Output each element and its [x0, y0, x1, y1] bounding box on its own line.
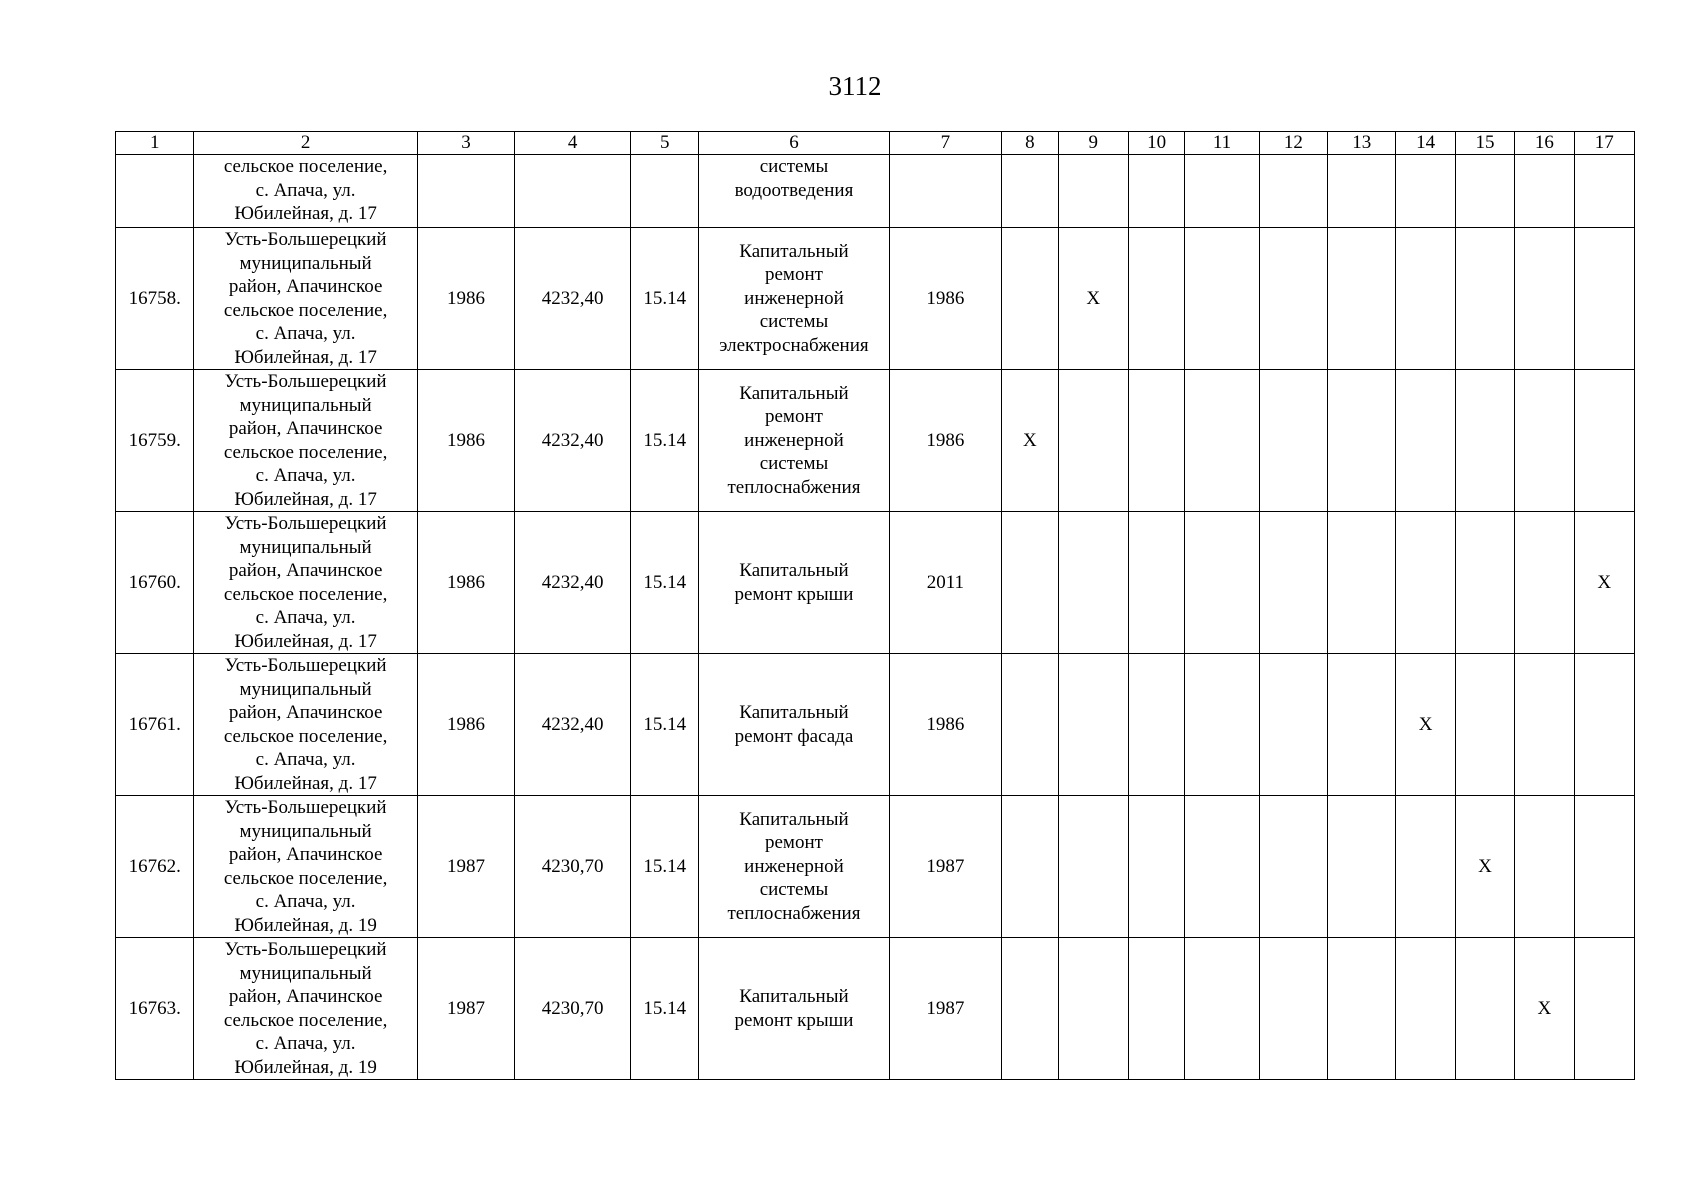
mark-cell: [1574, 155, 1635, 228]
mark-cell: X: [1455, 796, 1514, 938]
mark-cell: [1185, 155, 1259, 228]
work-type-cell: Капитальный ремонт крыши: [699, 938, 889, 1080]
mark-cell: [1185, 370, 1259, 512]
mark-cell: [1328, 654, 1396, 796]
year-built-cell: 1986: [417, 228, 515, 370]
year-cell: 1987: [889, 938, 1002, 1080]
mark-cell: [1396, 512, 1455, 654]
work-schedule-table: [115, 131, 1635, 1080]
table-row: [116, 654, 1635, 796]
work-type-cell: Капитальный ремонт инженерной системы теплоснабжения: [699, 796, 889, 938]
address-cell: сельское поселение, с. Апача, ул. Юбилейная, д. 17: [194, 155, 417, 228]
mark-cell: [1396, 938, 1455, 1080]
mark-cell: [1455, 370, 1514, 512]
address-cell: Усть-Большерецкий муниципальный район, Апачинское сельское поселение, с. Апача, ул. Юбилейная, д. 19: [194, 938, 417, 1080]
column-header: 8: [1002, 132, 1058, 155]
column-header: 15: [1455, 132, 1514, 155]
mark-cell: [1185, 654, 1259, 796]
mark-cell: [1185, 228, 1259, 370]
mark-cell: [1328, 370, 1396, 512]
table-row: [116, 796, 1635, 938]
mark-cell: [1128, 155, 1184, 228]
code-cell: 15.14: [631, 370, 699, 512]
column-header: 13: [1328, 132, 1396, 155]
column-header: 12: [1259, 132, 1327, 155]
address-cell: Усть-Большерецкий муниципальный район, Апачинское сельское поселение, с. Апача, ул. Юбилейная, д. 17: [194, 370, 417, 512]
row-number-cell: 16761.: [116, 654, 194, 796]
work-type-cell: Капитальный ремонт фасада: [699, 654, 889, 796]
address-cell: Усть-Большерецкий муниципальный район, Апачинское сельское поселение, с. Апача, ул. Юбилейная, д. 17: [194, 228, 417, 370]
mark-cell: [1515, 155, 1574, 228]
year-cell: 1986: [889, 228, 1002, 370]
mark-cell: [1259, 155, 1327, 228]
row-number-cell: [116, 155, 194, 228]
table-row: [116, 512, 1635, 654]
column-header: 2: [194, 132, 417, 155]
mark-cell: [1128, 512, 1184, 654]
mark-cell: [1128, 796, 1184, 938]
address-cell: Усть-Большерецкий муниципальный район, Апачинское сельское поселение, с. Апача, ул. Юбилейная, д. 17: [194, 654, 417, 796]
mark-cell: [1259, 370, 1327, 512]
year-built-cell: 1986: [417, 654, 515, 796]
mark-cell: [1058, 938, 1128, 1080]
area-cell: [515, 155, 631, 228]
work-type-cell: Капитальный ремонт крыши: [699, 512, 889, 654]
column-header: 16: [1515, 132, 1574, 155]
work-type-cell: Капитальный ремонт инженерной системы теплоснабжения: [699, 370, 889, 512]
area-cell: 4232,40: [515, 654, 631, 796]
mark-cell: [1128, 370, 1184, 512]
column-header: 5: [631, 132, 699, 155]
column-header: 14: [1396, 132, 1455, 155]
mark-cell: [1058, 654, 1128, 796]
column-header: 11: [1185, 132, 1259, 155]
mark-cell: [1185, 938, 1259, 1080]
mark-cell: [1002, 654, 1058, 796]
mark-cell: [1259, 938, 1327, 1080]
column-header: 3: [417, 132, 515, 155]
area-cell: 4232,40: [515, 512, 631, 654]
mark-cell: [1515, 654, 1574, 796]
year-built-cell: [417, 155, 515, 228]
column-header: 17: [1574, 132, 1635, 155]
mark-cell: X: [1574, 512, 1635, 654]
mark-cell: [1515, 228, 1574, 370]
mark-cell: [1396, 370, 1455, 512]
mark-cell: [1574, 370, 1635, 512]
mark-cell: [1259, 512, 1327, 654]
mark-cell: [1328, 938, 1396, 1080]
mark-cell: [1185, 512, 1259, 654]
column-header: 4: [515, 132, 631, 155]
mark-cell: [1185, 796, 1259, 938]
mark-cell: [1396, 796, 1455, 938]
mark-cell: [1058, 796, 1128, 938]
mark-cell: [1128, 654, 1184, 796]
year-cell: [889, 155, 1002, 228]
page-number: 3112: [828, 71, 882, 101]
mark-cell: [1455, 654, 1514, 796]
mark-cell: [1574, 796, 1635, 938]
year-built-cell: 1987: [417, 796, 515, 938]
table-row: [116, 228, 1635, 370]
mark-cell: [1515, 512, 1574, 654]
year-built-cell: 1986: [417, 512, 515, 654]
year-cell: 2011: [889, 512, 1002, 654]
mark-cell: X: [1002, 370, 1058, 512]
mark-cell: [1574, 228, 1635, 370]
work-type-cell: Капитальный ремонт инженерной системы электроснабжения: [699, 228, 889, 370]
row-number-cell: 16758.: [116, 228, 194, 370]
mark-cell: X: [1515, 938, 1574, 1080]
column-header: 6: [699, 132, 889, 155]
mark-cell: [1515, 796, 1574, 938]
mark-cell: [1455, 228, 1514, 370]
mark-cell: [1455, 938, 1514, 1080]
mark-cell: [1328, 796, 1396, 938]
address-cell: Усть-Большерецкий муниципальный район, Апачинское сельское поселение, с. Апача, ул. Юбилейная, д. 17: [194, 512, 417, 654]
year-built-cell: 1986: [417, 370, 515, 512]
code-cell: [631, 155, 699, 228]
mark-cell: [1259, 228, 1327, 370]
mark-cell: [1328, 155, 1396, 228]
code-cell: 15.14: [631, 228, 699, 370]
column-header: 7: [889, 132, 1002, 155]
column-number-row: [116, 132, 1635, 155]
area-cell: 4230,70: [515, 938, 631, 1080]
mark-cell: [1396, 228, 1455, 370]
work-type-cell: системы водоотведения: [699, 155, 889, 228]
area-cell: 4232,40: [515, 228, 631, 370]
mark-cell: [1002, 155, 1058, 228]
area-cell: 4232,40: [515, 370, 631, 512]
row-number-cell: 16763.: [116, 938, 194, 1080]
mark-cell: [1128, 228, 1184, 370]
mark-cell: X: [1058, 228, 1128, 370]
mark-cell: [1128, 938, 1184, 1080]
mark-cell: [1574, 654, 1635, 796]
mark-cell: [1515, 370, 1574, 512]
mark-cell: X: [1396, 654, 1455, 796]
table-body: [116, 132, 1635, 1080]
row-number-cell: 16762.: [116, 796, 194, 938]
mark-cell: [1455, 512, 1514, 654]
address-cell: Усть-Большерецкий муниципальный район, Апачинское сельское поселение, с. Апача, ул. Юбилейная, д. 19: [194, 796, 417, 938]
mark-cell: [1455, 155, 1514, 228]
column-header: 9: [1058, 132, 1128, 155]
row-number-cell: 16759.: [116, 370, 194, 512]
mark-cell: [1058, 512, 1128, 654]
mark-cell: [1002, 938, 1058, 1080]
year-cell: 1986: [889, 370, 1002, 512]
table-row: [116, 370, 1635, 512]
column-header: 10: [1128, 132, 1184, 155]
area-cell: 4230,70: [515, 796, 631, 938]
column-header: 1: [116, 132, 194, 155]
code-cell: 15.14: [631, 796, 699, 938]
mark-cell: [1058, 370, 1128, 512]
mark-cell: [1328, 228, 1396, 370]
year-built-cell: 1987: [417, 938, 515, 1080]
row-number-cell: 16760.: [116, 512, 194, 654]
continuation-row: [116, 155, 1635, 228]
code-cell: 15.14: [631, 938, 699, 1080]
year-cell: 1987: [889, 796, 1002, 938]
code-cell: 15.14: [631, 654, 699, 796]
mark-cell: [1259, 654, 1327, 796]
mark-cell: [1328, 512, 1396, 654]
mark-cell: [1574, 938, 1635, 1080]
mark-cell: [1396, 155, 1455, 228]
table-row: [116, 938, 1635, 1080]
mark-cell: [1259, 796, 1327, 938]
mark-cell: [1058, 155, 1128, 228]
mark-cell: [1002, 796, 1058, 938]
year-cell: 1986: [889, 654, 1002, 796]
mark-cell: [1002, 512, 1058, 654]
mark-cell: [1002, 228, 1058, 370]
code-cell: 15.14: [631, 512, 699, 654]
